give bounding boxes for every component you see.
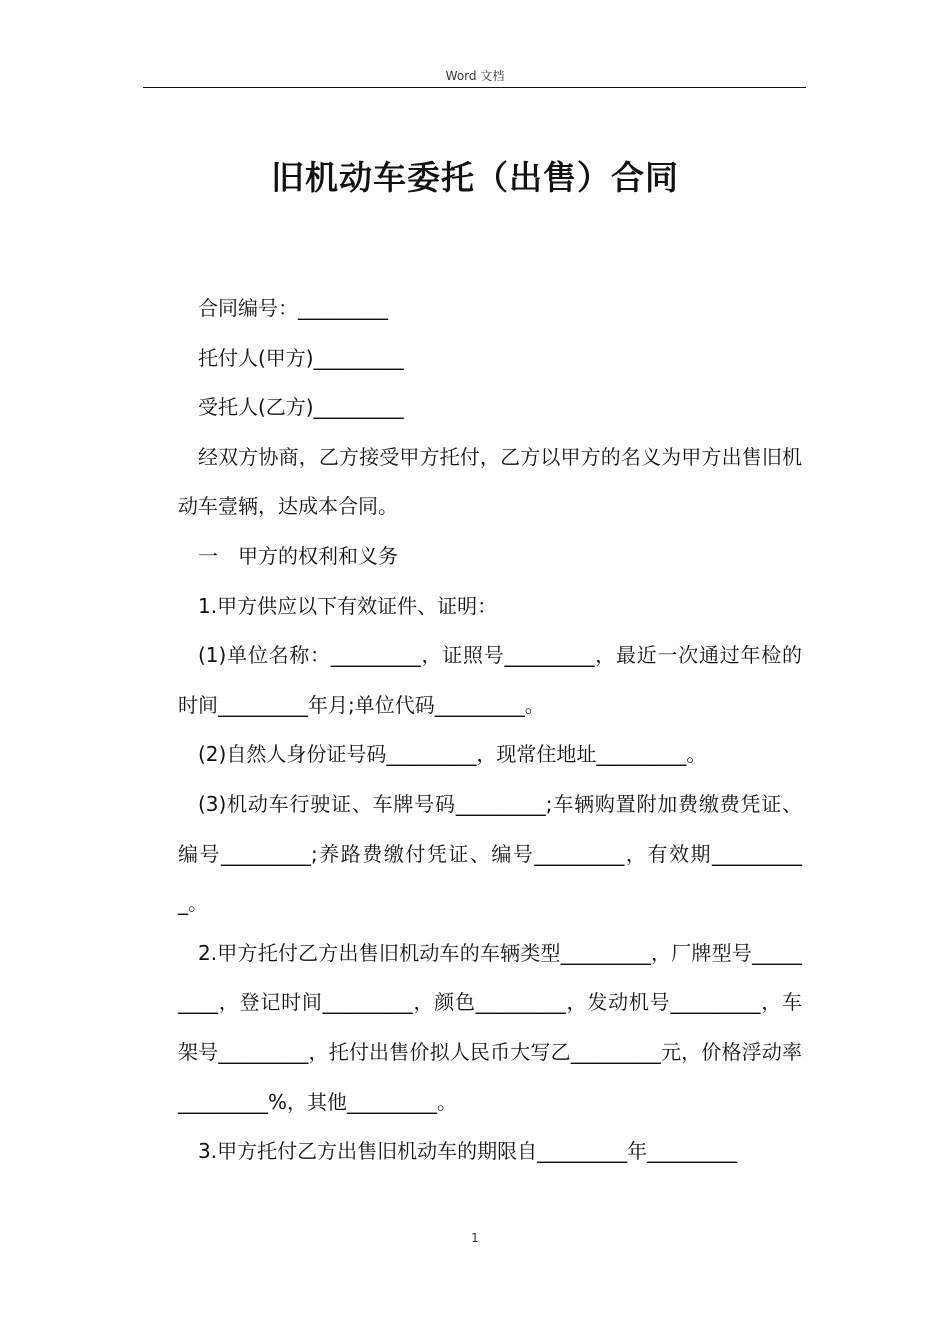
- paragraph-clause-1-1: (1)单位名称：_________，证照号_________，最近一次通过年检的时间_________年月;单位代码_________。: [178, 643, 802, 717]
- paragraph-clause-1-3: (3)机动车行驶证、车牌号码_________;车辆购置附加费缴费凭证、编号_________;养路费缴付凭证、编号_________，有效期__________。: [178, 791, 802, 916]
- page-number: 1: [471, 1231, 479, 1245]
- section-heading-party-a-rights: 一 甲方的权利和义务: [198, 543, 398, 568]
- paragraph-clause-3: 3.甲方托付乙方出售旧机动车的期限自_________年_________: [198, 1139, 738, 1164]
- paragraph-party-a: 托付人(甲方)_________: [198, 345, 404, 370]
- paragraph-contract-number: 合同编号：_________: [198, 296, 388, 320]
- paragraph-preamble: 经双方协商，乙方接受甲方托付，乙方以甲方的名义为甲方出售旧机动车壹辆，达成本合同。: [178, 444, 802, 519]
- document-body: [178, 284, 802, 1177]
- paragraph-clause-1: 1.甲方供应以下有效证件、证明：: [198, 593, 498, 618]
- paragraph-clause-1-2: (2)自然人身份证号码_________，现常住地址_________。: [198, 742, 707, 767]
- paragraph-clause-2: 2.甲方托付乙方出售旧机动车的车辆类型_________，厂牌型号_________，登记时间_________，颜色_________，发动机号_________，车架号_________，托付出售价拟人民币大写乙_________元，价格浮动率_________%，其他_________。: [178, 940, 802, 1114]
- page-header: Word 文档: [445, 69, 505, 83]
- document-title: 旧机动车委托（出售）合同: [271, 158, 679, 197]
- header-divider: [143, 87, 806, 88]
- paragraph-party-b: 受托人(乙方)_________: [198, 395, 404, 420]
